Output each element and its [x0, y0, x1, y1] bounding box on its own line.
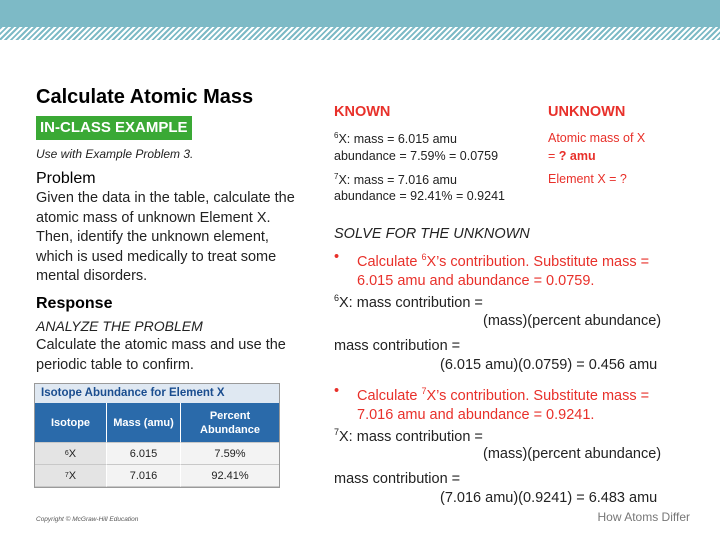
- header-isotope: Isotope: [35, 403, 107, 443]
- bullet-superscript: 7: [421, 386, 427, 396]
- unknown-atomic-mass-value: [548, 149, 596, 163]
- isotope-superscript: 6: [64, 450, 69, 457]
- problem-line: Then, identify the unknown element,: [36, 229, 269, 245]
- bullet-dot: •: [334, 383, 340, 399]
- top-band-solid: [0, 0, 720, 27]
- known-superscript: 6: [334, 131, 339, 140]
- solve-heading: SOLVE FOR THE UNKNOWN: [334, 226, 530, 242]
- top-decorative-band: [0, 0, 720, 40]
- mass-cell: 6.015: [107, 443, 181, 465]
- contribution-superscript: 7: [334, 427, 340, 437]
- bullet-text: [357, 248, 694, 292]
- slide-title: Calculate Atomic Mass: [36, 86, 254, 108]
- table-row: [35, 465, 279, 487]
- abundance-cell: 92.41%: [181, 465, 279, 487]
- contribution-7-formula: (mass)(percent abundance): [483, 446, 662, 462]
- table-header-row: [35, 403, 279, 443]
- bullet-text-line2: 6.015 amu and abundance = 0.0759.: [357, 273, 595, 290]
- bullet-superscript: 6: [421, 252, 427, 262]
- known-isotope7-abundance: abundance = 92.41% = 0.9241: [334, 189, 505, 203]
- known-isotope6-abundance: abundance = 7.59% = 0.0759: [334, 149, 499, 163]
- unknown-heading: UNKNOWN: [548, 104, 626, 120]
- known-mass-text: X: mass = 7.016 amu: [338, 173, 457, 188]
- contribution-6-mc-label: mass contribution =: [334, 338, 461, 354]
- step-bullet-1: [334, 248, 694, 292]
- problem-text: [36, 189, 326, 287]
- contribution-label-text: X: mass contribution =: [339, 428, 483, 445]
- unknown-atomic-mass-label: Atomic mass of X: [548, 131, 646, 145]
- bullet-text-post: X’s contribution. Substitute mass =: [426, 253, 650, 270]
- contribution-6-formula: (mass)(percent abundance): [483, 313, 662, 329]
- use-with-note: Use with Example Problem 3.: [36, 147, 194, 161]
- known-isotope6-mass: [334, 131, 457, 146]
- contribution-6-result: (6.015 amu)(0.0759) = 0.456 amu: [440, 357, 658, 373]
- isotope-superscript: 7: [64, 472, 69, 479]
- problem-line: which is used medically to treat some: [36, 248, 277, 265]
- bullet-text-post: X’s contribution. Substitute mass =: [426, 387, 650, 404]
- problem-heading: Problem: [36, 170, 96, 187]
- bullet-text-line2: 7.016 amu and abundance = 0.9241.: [357, 407, 595, 424]
- isotope-cell: [35, 465, 107, 487]
- analyze-heading: ANALYZE THE PROBLEM: [36, 318, 203, 334]
- contribution-label-text: X: mass contribution =: [339, 294, 483, 311]
- contribution-6-label: [334, 293, 483, 311]
- problem-line: Given the data in the table, calculate the: [36, 190, 295, 206]
- analyze-text: [36, 336, 316, 375]
- step-bullet-2: [334, 382, 694, 426]
- chapter-footer: How Atoms Differ: [597, 510, 690, 524]
- mass-cell: 7.016: [107, 465, 181, 487]
- problem-line: atomic mass of unknown Element X.: [36, 209, 271, 226]
- unknown-equals: =: [548, 149, 559, 163]
- table-caption: Isotope Abundance for Element X: [35, 384, 279, 403]
- known-mass-text: X: mass = 6.015 amu: [338, 132, 457, 147]
- analyze-line: Calculate the atomic mass and use the: [36, 337, 286, 353]
- known-isotope7-mass: [334, 172, 457, 187]
- contribution-7-label: [334, 427, 483, 445]
- header-mass: Mass (amu): [107, 403, 181, 443]
- isotope-abundance-table: [34, 383, 280, 488]
- bullet-text: [357, 382, 694, 426]
- response-heading: Response: [36, 295, 113, 312]
- abundance-cell: 7.59%: [181, 443, 279, 465]
- table-row: [35, 443, 279, 465]
- unknown-value: ? amu: [558, 149, 596, 163]
- known-superscript: 7: [334, 172, 339, 181]
- analyze-line: periodic table to confirm.: [36, 356, 194, 373]
- bullet-dot: •: [334, 249, 340, 265]
- contribution-7-mc-label: mass contribution =: [334, 471, 461, 487]
- known-heading: KNOWN: [334, 104, 391, 120]
- header-percent-abundance: Percent Abundance: [181, 403, 279, 443]
- contribution-7-result: (7.016 amu)(0.9241) = 6.483 amu: [440, 490, 658, 506]
- isotope-symbol: X: [68, 447, 77, 460]
- unknown-element: Element X = ?: [548, 172, 627, 186]
- copyright-notice: Copyright © McGraw-Hill Education: [36, 516, 139, 523]
- in-class-example-badge: IN-CLASS EXAMPLE: [36, 116, 192, 140]
- contribution-superscript: 6: [334, 293, 340, 303]
- isotope-cell: [35, 443, 107, 465]
- top-band-stripes: [0, 27, 720, 40]
- isotope-symbol: X: [68, 469, 77, 482]
- bullet-text-pre: Calculate: [357, 253, 422, 270]
- problem-line: mental disorders.: [36, 268, 148, 284]
- bullet-text-pre: Calculate: [357, 387, 422, 404]
